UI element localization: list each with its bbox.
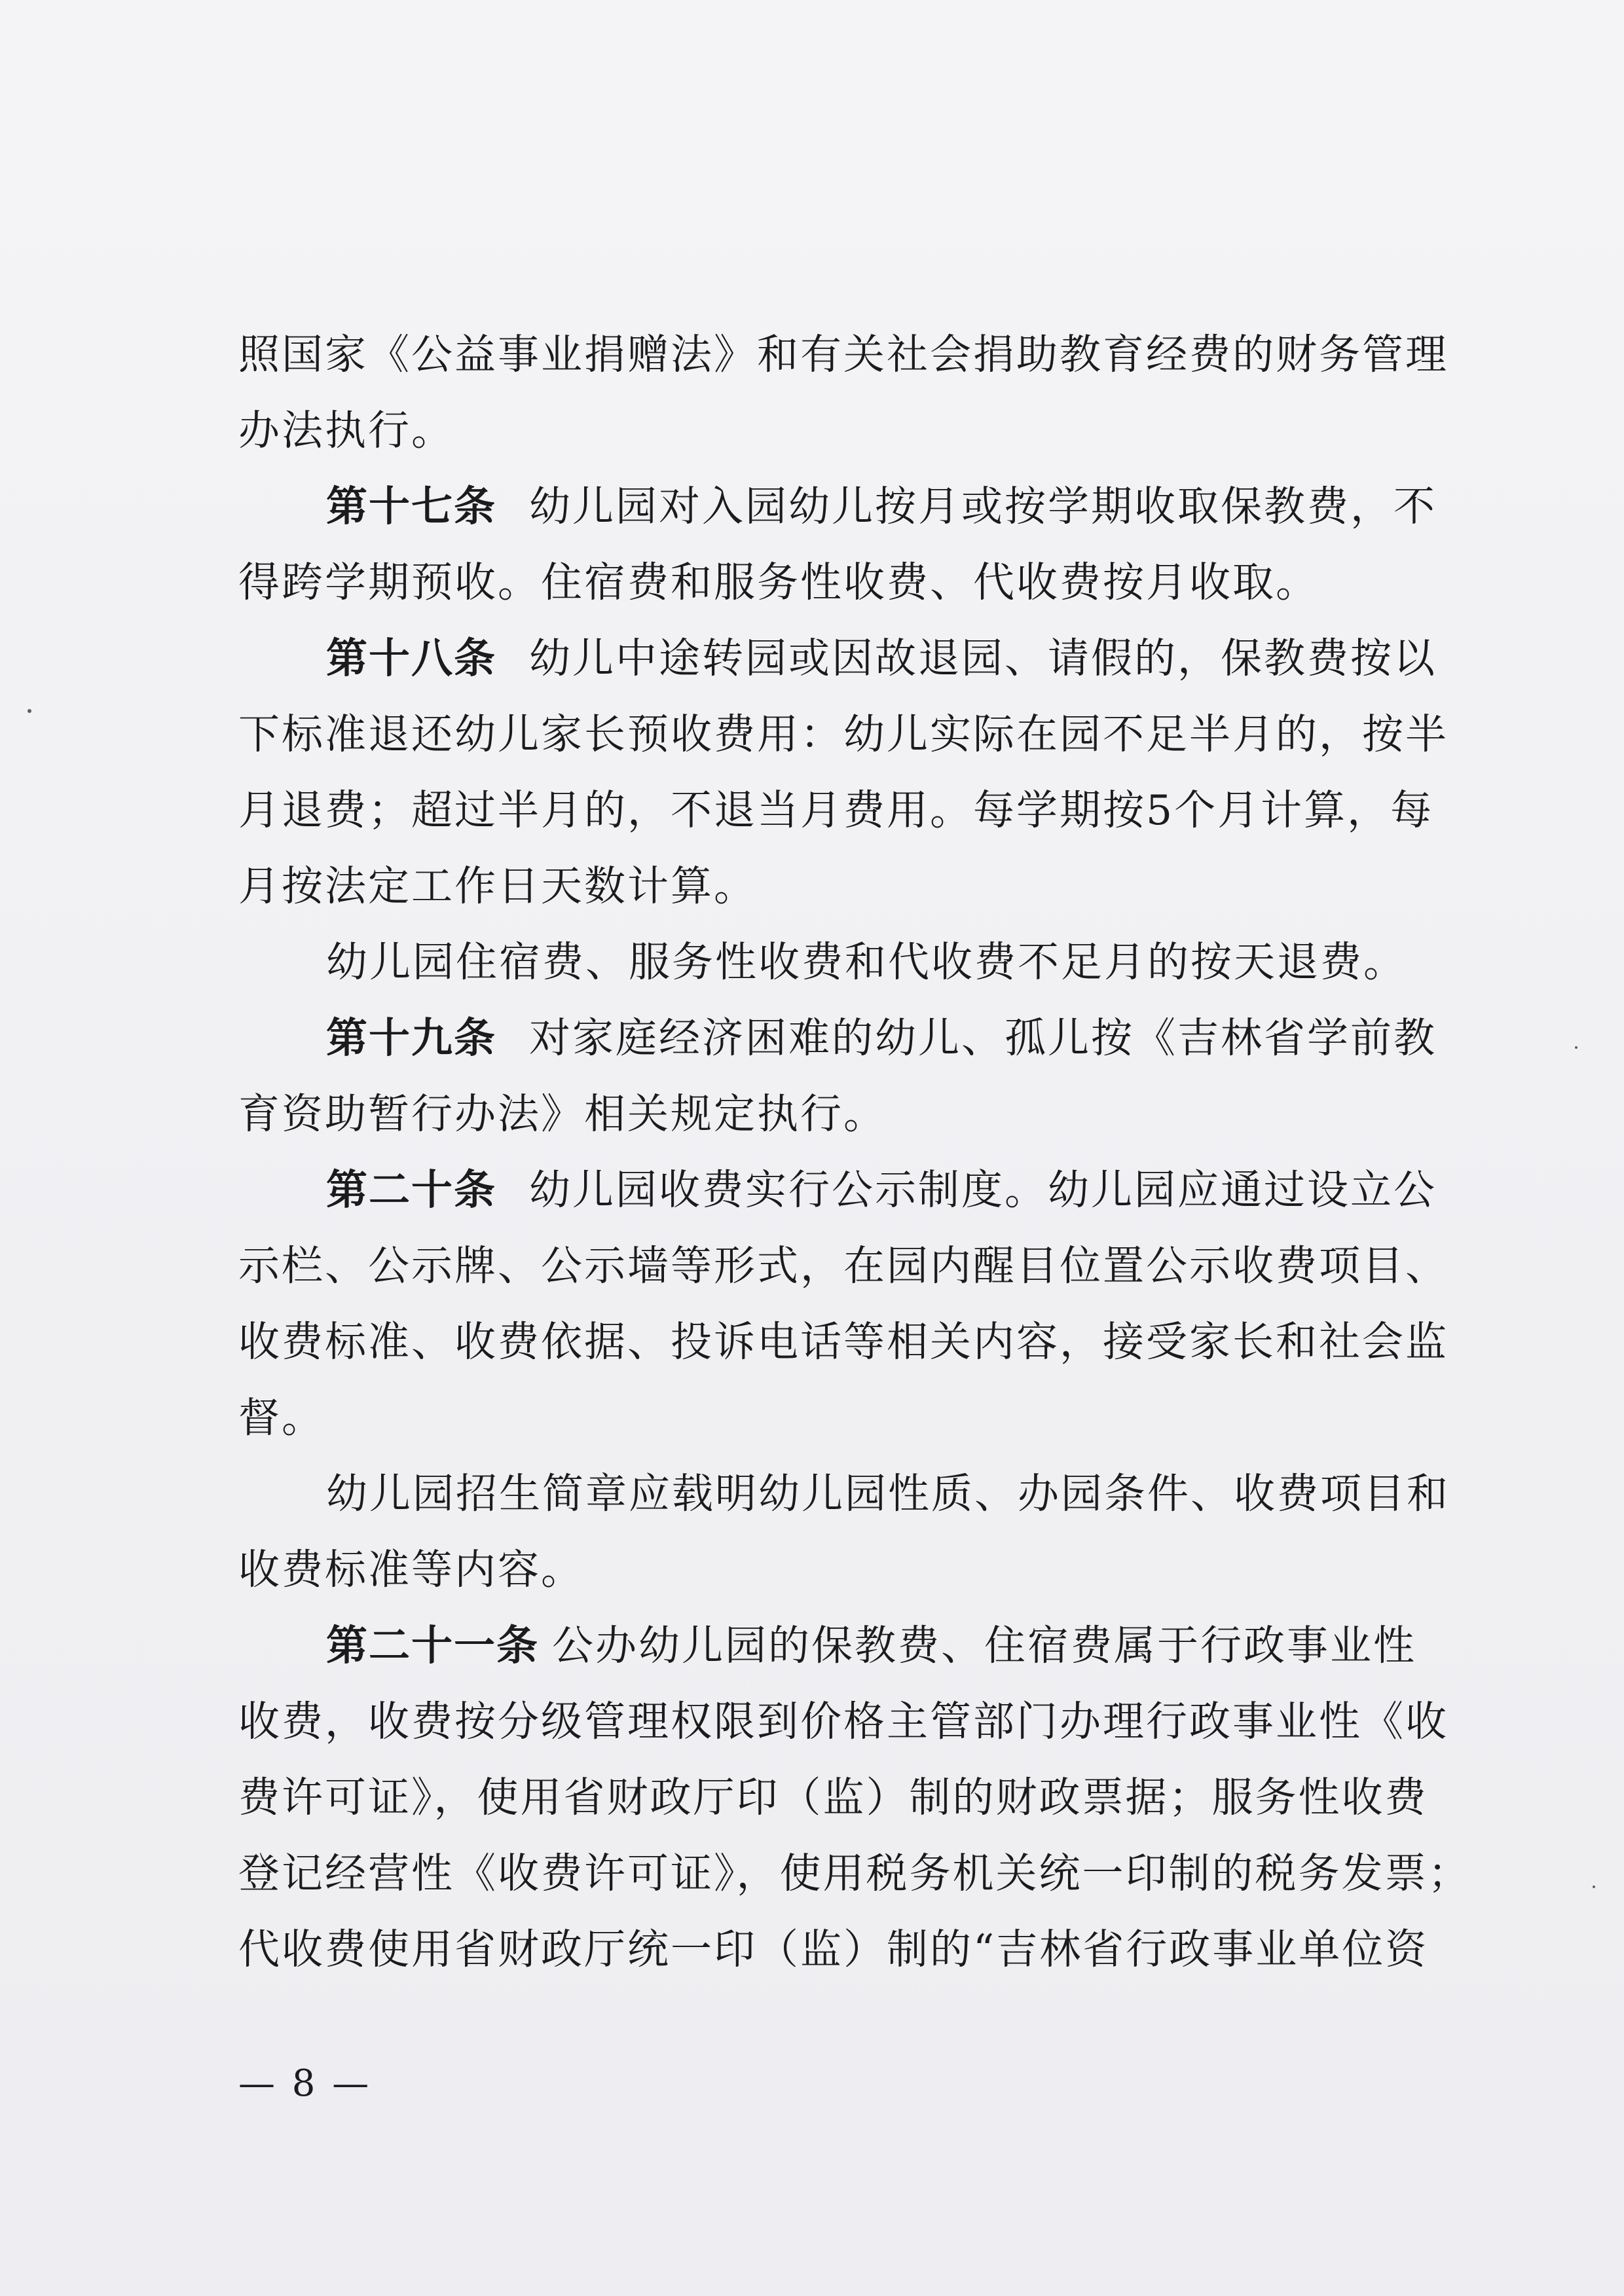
- document-body: [238, 317, 1471, 1988]
- scan-speck: [1593, 1886, 1595, 1888]
- paragraph-admissions-brochure: [238, 1456, 1450, 1608]
- article-text: 对家庭经济困难的幼儿、孤儿按《吉林省学前教: [529, 1014, 1437, 1062]
- article-number: 第十九条: [326, 1014, 496, 1062]
- text-line: 办法执行。: [238, 407, 454, 454]
- text-line: 督。: [238, 1394, 325, 1442]
- article-20: [238, 1152, 1449, 1456]
- text-line: 月按法定工作日天数计算。: [238, 862, 757, 910]
- article-18: [238, 621, 1449, 924]
- text-line: [238, 1152, 1443, 1228]
- text-line: 收费标准、收费依据、投诉电话等相关内容，接受家长和社会监: [238, 1318, 1449, 1366]
- text-line: 育资助暂行办法》相关规定执行。: [238, 1090, 887, 1138]
- article-19: [238, 1000, 1443, 1152]
- text-line: 得跨学期预收。住宿费和服务性收费、代收费按月收取。: [238, 558, 1319, 606]
- article-text: 幼儿中途转园或因故退园、请假的，保教费按以: [529, 634, 1437, 682]
- text-line: 幼儿园招生简章应载明幼儿园性质、办园条件、收费项目和: [326, 1470, 1450, 1518]
- article-number: 第二十条: [326, 1166, 496, 1214]
- article-number: 第十八条: [326, 634, 496, 682]
- text-line: 代收费使用省财政厅统一印（监）制的“吉林省行政事业单位资: [238, 1925, 1429, 1973]
- text-line: 月退费；超过半月的，不退当月费用。每学期按5个月计算，每: [238, 786, 1434, 834]
- article-number: 第十七条: [326, 483, 496, 530]
- article-17: [238, 469, 1443, 621]
- article-21: [238, 1608, 1471, 1988]
- page-number: — 8 —: [238, 2062, 372, 2105]
- scan-speck: [28, 709, 31, 713]
- article-text: 幼儿园收费实行公示制度。幼儿园应通过设立公: [529, 1166, 1437, 1214]
- text-line: 照国家《公益事业捐赠法》和有关社会捐助教育经费的财务管理: [238, 331, 1449, 378]
- text-line: 幼儿园住宿费、服务性收费和代收费不足月的按天退费。: [326, 938, 1407, 986]
- scan-speck: [1575, 1046, 1578, 1049]
- article-text: 公办幼儿园的保教费、住宿费属于行政事业性: [552, 1622, 1416, 1669]
- article-text: 幼儿园对入园幼儿按月或按学期收取保教费，不: [529, 483, 1437, 530]
- text-line: 示栏、公示牌、公示墙等形式，在园内醒目位置公示收费项目、: [238, 1242, 1449, 1290]
- text-line: 收费标准等内容。: [238, 1546, 584, 1594]
- paragraph-continuation: [238, 317, 1449, 469]
- text-line: 下标准退还幼儿家长预收费用：幼儿实际在园不足半月的，按半: [238, 710, 1449, 758]
- text-line: 费许可证》，使用省财政厅印（监）制的财政票据；服务性收费: [238, 1774, 1428, 1821]
- text-line: [238, 621, 1443, 697]
- paragraph-refund-by-day: [238, 924, 1443, 1000]
- text-line: 收费，收费按分级管理权限到价格主管部门办理行政事业性《收: [238, 1698, 1449, 1745]
- text-line: [238, 1608, 1443, 1684]
- text-line: [238, 1000, 1443, 1076]
- text-line: [238, 469, 1443, 545]
- article-number: 第二十一条: [326, 1622, 539, 1669]
- text-line: 登记经营性《收费许可证》，使用税务机关统一印制的税务发票；: [238, 1850, 1471, 1897]
